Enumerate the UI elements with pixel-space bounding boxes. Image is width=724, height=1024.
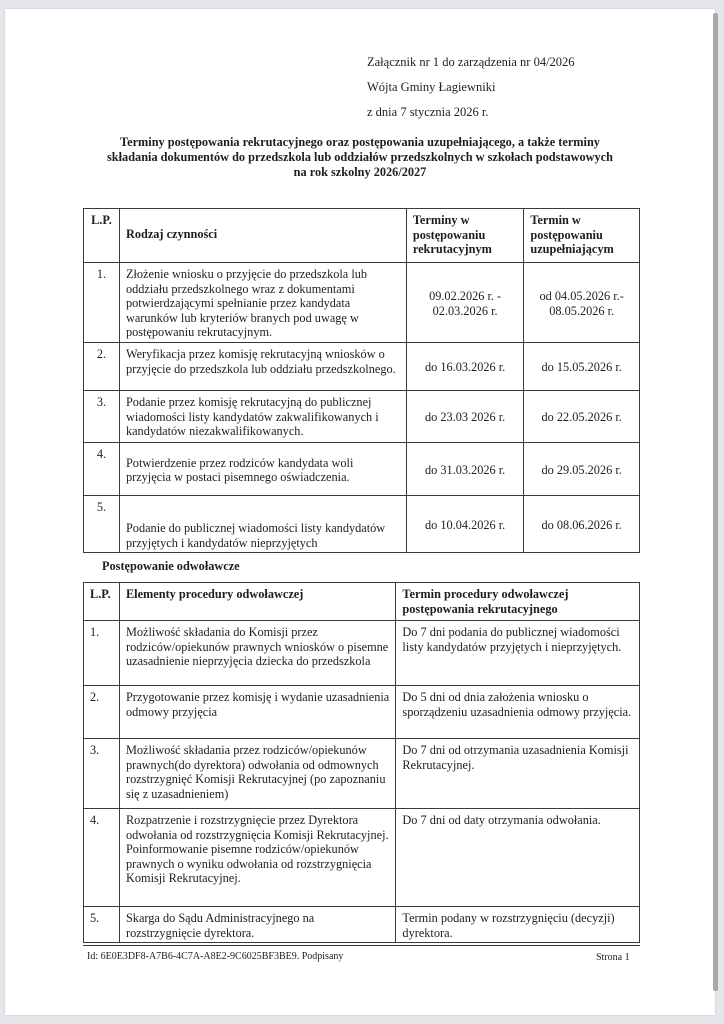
vertical-scrollbar[interactable] [713, 13, 718, 991]
table-row [84, 343, 640, 391]
header-activity [119, 209, 406, 263]
header-lp: L.P. [84, 209, 120, 263]
row-recruitment-date: do 31.03.2026 r. [406, 443, 524, 496]
table-row [84, 907, 640, 943]
table-row [84, 809, 640, 907]
table-row [84, 263, 640, 343]
table-row [84, 621, 640, 686]
row-recruitment-date: do 23.03 2026 r. [406, 391, 524, 443]
row-element: Skarga do Sądu Administracyjnego na rozstrzygnięcie dyrektora. [119, 907, 395, 943]
recruitment-schedule-table [83, 208, 640, 553]
row-lp: 4. [84, 809, 120, 907]
row-activity: Weryfikacja przez komisję rekrutacyjną wniosków o przyjęcie do przedszkola lub oddziału przedszkolnego. [119, 343, 406, 391]
row-lp: 5. [84, 496, 120, 553]
appeal-section-heading: Postępowanie odwoławcze [102, 559, 240, 573]
row-lp: 2. [84, 343, 120, 391]
row-deadline: Do 5 dni od dnia założenia wniosku o sporządzeniu uzasadnienia odmowy przyjęcia. [396, 686, 640, 739]
row-lp: 3. [84, 391, 120, 443]
table-header-row [84, 583, 640, 621]
row-supplementary-date: do 22.05.2026 r. [524, 391, 640, 443]
document-id: Id: 6E0E3DF8-A7B6-4C7A-A8E2-9C6025BF3BE9. Podpisany [87, 951, 344, 962]
row-activity: Złożenie wniosku o przyjęcie do przedszkola lub oddziału przedszkolnego wraz z dokumentami potwierdzającymi spełnianie przez kandydata warunków lub kryteriów branych pod uwagę w postępowaniu rekrutacyjnym. [119, 263, 406, 343]
row-supplementary-date: do 08.06.2026 r. [524, 496, 640, 553]
title-line-2: składania dokumentów do przedszkola lub oddziałów przedszkolnych w szkołach podstawowych [107, 150, 613, 164]
row-supplementary-date: do 29.05.2026 r. [524, 443, 640, 496]
annex-line-2: Wójta Gminy Łagiewniki [367, 80, 496, 94]
row-deadline: Termin podany w rozstrzygnięciu (decyzji) dyrektora. [396, 907, 640, 943]
appeal-procedure-table [83, 582, 640, 943]
title-line-3: na rok szkolny 2026/2027 [293, 165, 427, 179]
title-line-1: Terminy postępowania rekrutacyjnego oraz postępowania uzupełniającego, a także terminy [120, 135, 600, 149]
row-recruitment-date: do 10.04.2026 r. [406, 496, 524, 553]
row-supplementary-date: do 15.05.2026 r. [524, 343, 640, 391]
row-lp: 1. [84, 263, 120, 343]
row-lp: 1. [84, 621, 120, 686]
table-row [84, 496, 640, 553]
row-recruitment-date: 09.02.2026 r. - 02.03.2026 r. [406, 263, 524, 343]
row-deadline: Do 7 dni od daty otrzymania odwołania. [396, 809, 640, 907]
annex-line-3: z dnia 7 stycznia 2026 r. [367, 105, 489, 119]
row-element: Przygotowanie przez komisję i wydanie uzasadnienia odmowy przyjęcia [119, 686, 395, 739]
row-element: Możliwość składania przez rodziców/opiekunów prawnych(do dyrektora) odwołania od odmownych rozstrzygnięć Komisji Rekrutacyjnej (po zapoznaniu się z uzasadnieniem) [119, 739, 395, 809]
row-lp: 5. [84, 907, 120, 943]
header-deadline: Termin procedury odwoławczej postępowania rekrutacyjnego [396, 583, 640, 621]
row-activity: Podanie do publicznej wiadomości listy kandydatów przyjętych i kandydatów nieprzyjętych [119, 496, 406, 553]
header-activity-label: Rodzaj czynności [125, 227, 218, 241]
row-deadline: Do 7 dni od otrzymania uzasadnienia Komisji Rekrutacyjnej. [396, 739, 640, 809]
header-recruitment: Terminy w postępowaniu rekrutacyjnym [406, 209, 524, 263]
table-row [84, 686, 640, 739]
table-row [84, 391, 640, 443]
header-element: Elementy procedury odwoławczej [119, 583, 395, 621]
row-lp: 3. [84, 739, 120, 809]
document-title [60, 135, 660, 180]
row-supplementary-date: od 04.05.2026 r.- 08.05.2026 r. [524, 263, 640, 343]
table-header-row [84, 209, 640, 263]
row-deadline: Do 7 dni podania do publicznej wiadomości listy kandydatów przyjętych i nieprzyjętych. [396, 621, 640, 686]
row-element: Możliwość składania do Komisji przez rodziców/opiekunów prawnych wniosków o pisemne uzasadnienie nieprzyjęcia dziecka do przedszkola [119, 621, 395, 686]
annex-line-1: Załącznik nr 1 do zarządzenia nr 04/2026 [367, 55, 575, 69]
header-lp: L.P. [84, 583, 120, 621]
page-number: Strona 1 [596, 952, 630, 963]
row-activity: Potwierdzenie przez rodziców kandydata woli przyjęcia w postaci pisemnego oświadczenia. [119, 443, 406, 496]
row-recruitment-date: do 16.03.2026 r. [406, 343, 524, 391]
row-activity: Podanie przez komisję rekrutacyjną do publicznej wiadomości listy kandydatów zakwalifikowanych i kandydatów niezakwalifikowanych. [119, 391, 406, 443]
table-row [84, 739, 640, 809]
footer-divider [83, 945, 640, 946]
header-supplementary: Termin w postępowaniu uzupełniającym [524, 209, 640, 263]
row-element: Rozpatrzenie i rozstrzygnięcie przez Dyrektora odwołania od rozstrzygnięcia Komisji Rekrutacyjnej. Poinformowanie pisemne rodziców/opiekunów prawnych o wyniku odwołania od rozstrzygnięcia Komisji Rekrutacyjnej. [119, 809, 395, 907]
row-lp: 4. [84, 443, 120, 496]
row-lp: 2. [84, 686, 120, 739]
table-row [84, 443, 640, 496]
annex-header [367, 50, 575, 125]
